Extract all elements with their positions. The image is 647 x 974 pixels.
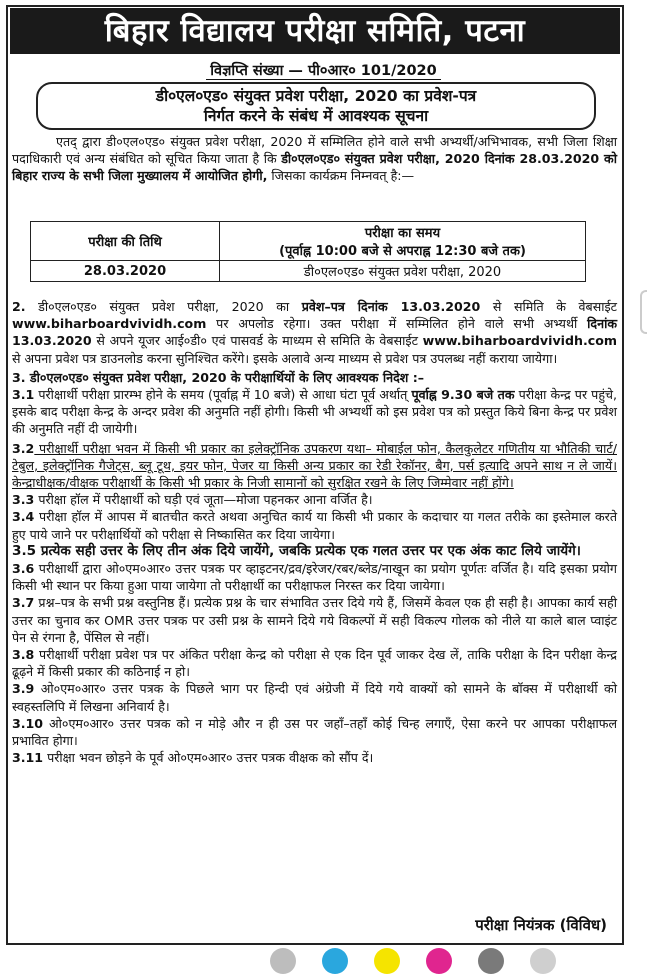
para-3-8: 3.8 परीक्षार्थी परीक्षा प्रवेश पत्र पर अंकित परीक्षा केन्द्र को परीक्षा से एक दिन पूर्व जाकर देख लें, ताकि परीक्षा के दिन परीक्षा केन्द्र ढूढ़ने में किसी प्रकार की कठिनाई न हो। (12, 647, 617, 680)
para-3-6: 3.6 परीक्षार्थी द्वारा ओ०एम०आर० उत्तर पत्रक पर व्हाइटनर/द्रव/इरेजर/रबर/ब्लेड/नाखून का प्रयोग पूर्णतः वर्जित है। यदि इसका प्रयोग किसी भी स्थान पर किया हुआ पाया जायेगा तो परीक्षार्थी का परीक्षाफल निरस्त कर दिया जायेगा। (12, 561, 617, 594)
color-dot (374, 948, 400, 974)
color-dot (478, 948, 504, 974)
para-3-1: 3.1 परीक्षार्थी परीक्षा प्रारम्भ होने के समय (पूर्वाह्न में 10 बजे) से आधा घंटा पूर्व अर्थात् पूर्वाह्न 9.30 बजे तक परीक्षा केन्द्र पर पहुंचे, इसके बाद परीक्षा केन्द्र के अन्दर प्रवेश की अनुमति नहीं होगी। किसी भी अभ्यर्थी को इस प्रवेश पत्र को प्रस्तुत किये बिना केन्द्र पर प्रवेश की अनुमति नहीं दी जायेगी। (12, 387, 618, 437)
para-3-7: 3.7 प्रश्न–पत्र के सभी प्रश्न वस्तुनिष्ठ हैं। प्रत्येक प्रश्न के चार संभावित उत्तर दिये गये हैं, जिसमें केवल एक ही सही है। आपका कार्य सही उत्तर का चुनाव कर OMR उत्तर पत्रक पर उसी प्रश्न के सामने दिये गये विकल्पों में सही विकल्प गोलक को नीले या काले बाल प्वाइंट पेन से रंगना है, पेंसिल से नहीं। (12, 595, 617, 645)
board-title: बिहार विद्यालय परीक्षा समिति, पटना (10, 8, 620, 54)
color-dot (322, 948, 348, 974)
para-3-5: 3.5 प्रत्येक सही उत्तर के लिए तीन अंक दिये जायेंगे, जबकि प्रत्येक एक गलत उत्तर पर एक अंक काट लिये जायेंगे। (12, 542, 581, 559)
para-2: 2. डी०एल०एड० संयुक्त प्रवेश परीक्षा, 2020 का प्रवेश–पत्र दिनांक 13.03.2020 से समिति के वेबसाईट www.biharboardvividh.com पर अपलोड रहेगा। उक्त परीक्षा में सम्मिलित होने वाले सभी अभ्यर्थी दिनांक 13.03.2020 से अपने यूजर आई०डी० एवं पासवर्ड के माध्यम से समिति के वेबसाईट www.biharboardvividh.com से अपना प्रवेश पत्र डाउनलोड करना सुनिश्चित करेंगे। इसके अलावे अन्य माध्यम से प्रवेश पत्र उपलब्ध नहीं कराया जायेगा। (12, 299, 617, 366)
color-dot (270, 948, 296, 974)
para-3-heading: 3. डी०एल०एड० संयुक्त प्रवेश परीक्षा, 2020 के परीक्षार्थियों के लिए आवश्यक निदेश :– (12, 369, 425, 385)
para-3-10: 3.10 ओ०एम०आर० उत्तर पत्रक को न मोड़े और न ही उस पर जहाँ–तहाँ कोई चिन्ह लगाएँ, ऐसा करने पर आपका परीक्षाफल प्रभावित होगा। (12, 715, 617, 749)
col-header-date: परीक्षा की तिथि (31, 222, 220, 261)
intro-paragraph: एतद् द्वारा डी०एल०एड० संयुक्त प्रवेश परीक्षा, 2020 में सम्मिलित होने वाले सभी अभ्यर्थी/अभिभावक, सभी जिला शिक्षा पदाधिकारी एवं अन्य संबंधित को सूचित किया जाता है कि डी०एल०एड० संयुक्त प्रवेश परीक्षा, 2020 दिनांक 28.03.2020 को बिहार राज्य के सभी जिला मुख्यालय में आयोजित होगी, जिसका कार्यक्रम निम्नवत् है:— (12, 134, 617, 184)
page-edge-mark (640, 290, 647, 334)
para-3-2: 3.2 परीक्षार्थी परीक्षा भवन में किसी भी प्रकार का इलेक्ट्रॉनिक उपकरण यथा– मोबाईल फोन, कैलकुलेटर गणितीय या भौतिकी चार्ट/टेबुल, इलेक्ट्रॉनिक गैजेट्स, ब्लू टूथ, इयर फोन, पेजर या किसी अन्य प्रकार का रेडी रेकॉनर, बैग, पर्स इत्यादि अपने साथ न ले जायें। केन्द्राधीक्षक/वीक्षक परीक्षार्थी के किसी भी प्रकार के निजी सामानों को सुरक्षित रखने के लिए जिम्मेवार नहीं होंगे। (12, 440, 618, 491)
schedule-table (30, 221, 586, 282)
para-3-3: 3.3 परीक्षा हॉल में परीक्षार्थी को घड़ी एवं जूता—मोजा पहनकर आना वर्जित है। (12, 492, 373, 508)
color-dot (426, 948, 452, 974)
para-3-11: 3.11 परीक्षा भवन छोड़ने के पूर्व ओ०एम०आर० उत्तर पत्रक वीक्षक को सौंप दें। (12, 750, 374, 766)
schedule-row (31, 261, 586, 282)
print-color-strip (270, 948, 647, 960)
schedule-header-row (31, 222, 586, 261)
exam-date: 28.03.2020 (31, 261, 220, 282)
para-3-9: 3.9 ओ०एम०आर० उत्तर पत्रक के पिछले भाग पर हिन्दी एवं अंग्रेजी में दिये गये वाक्यों को सामने के बॉक्स में परीक्षार्थी को स्वहस्तलिपि में लिखना अनिवार्य है। (12, 681, 617, 714)
exam-name: डी०एल०एड० संयुक्त प्रवेश परीक्षा, 2020 (220, 261, 586, 282)
notice-number: विज्ञप्ति संख्या — पी०आर० 101/2020 (0, 60, 647, 80)
subject-box (36, 82, 596, 130)
para-3-4: 3.4 परीक्षा हॉल में आपस में बातचीत करते अथवा अनुचित कार्य या किसी भी प्रकार के कदाचार या गलत तरीके का इस्तेमाल करते हुए पाये जाने पर परीक्षार्थियों को परीक्षा से निष्कासित कर दिया जायेगा। (12, 509, 617, 542)
instructions (12, 298, 617, 766)
subject-line-2: निर्गत करने के संबंध में आवश्यक सूचना (203, 107, 429, 125)
col-header-time: परीक्षा का समय (पूर्वाह्न 10:00 बजे से अपराह्न 12:30 बजे तक) (220, 222, 586, 261)
subject-line-1: डी०एल०एड० संयुक्त प्रवेश परीक्षा, 2020 का प्रवेश-पत्र (155, 87, 477, 105)
signature: परीक्षा नियंत्रक (विविध) (475, 916, 607, 934)
color-dot (530, 948, 556, 974)
